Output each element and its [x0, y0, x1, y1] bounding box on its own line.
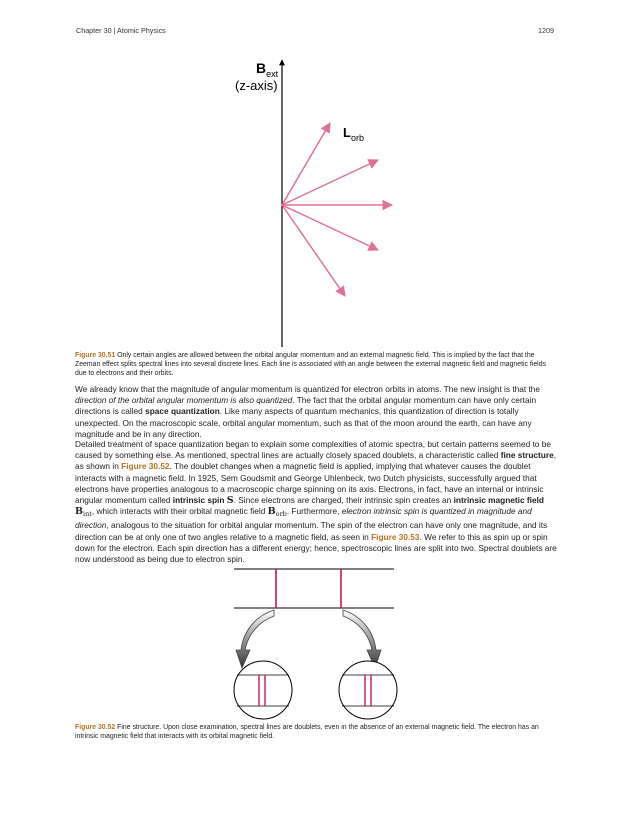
figure-30-51-diagram [0, 0, 630, 360]
curved-arrow-left [236, 610, 274, 668]
figure-30-52-link[interactable]: Figure 30.52 [121, 461, 170, 472]
orbital-vector-1 [282, 123, 330, 205]
b-ext-label: $B_{ext}$ [256, 60, 279, 79]
orbital-vector-2 [282, 160, 378, 205]
figure-30-53-link[interactable]: Figure 30.53 [371, 531, 420, 542]
l-orb-label: $L_{orb}$ [343, 125, 364, 143]
orbital-vector-5 [282, 205, 345, 296]
caption-label: Figure 30.51 [75, 352, 116, 359]
caption-label: Figure 30.52 [75, 724, 116, 731]
paragraph-fine-structure: Detailed treatment of space quantization began to explain some complexities of atomic spectra, but certain patterns seemed to be caused by something else. As mentioned, spectral lines are actually closely spaced doublets, a characteristic called fine structure, as shown in Figure 30.52. The doublet changes when a magnetic field is applied, implying that whatever causes the doublet interacts with a magnetic field. In 1925, Sem Goudsmit and George Uhlenbeck, two Dutch physicists, successfully argued that electrons have properties analogous to a macroscopic charge spinning on its axis. Electrons, in fact, have an internal or intrinsic angular momentum called intrinsic spin S. Since electrons are charged, their intrinsic spin creates an intrinsic magnetic field $B_{int}$, which interacts with their orbital magnetic field $B_{orb}$. Furthermore, electron intrinsic spin is quantized in magnitude and direction, analogous to the situation for orbital angular momentum. The spin of the electron can have only one magnitude, and its direction can be at only one of two angles relative to a magnetic field, as seen in Figure 30.53. We refer to this as spin up or spin down for the electron. Each spin direction has a different energy; hence, spectroscopic lines are split into two. Spectral doublets are now understood as being due to electron spin. [75, 439, 557, 565]
magnified-view-left [234, 661, 292, 719]
chapter-header: Chapter 30 | Atomic Physics [76, 26, 166, 35]
figure-30-51-caption [75, 351, 557, 378]
orbital-vector-4 [282, 205, 378, 250]
caption-text: Only certain angles are allowed between the orbital angular momentum and an external magnetic field. This is implied by the fact that the Zeeman effect splits spectral lines into several discrete lines. Each line is associated with an angle between the external magnetic field and magnetic fields due to electrons and their orbits. [75, 352, 546, 377]
magnified-view-right [339, 661, 397, 719]
figure-30-52-diagram [0, 560, 630, 720]
z-axis-label: (z-axis) [235, 78, 278, 93]
caption-text: Fine structure. Upon close examination, spectral lines are doublets, even in the absence of an external magnetic field. The electron has an intrinsic magnetic field that interacts with its orbital magnetic field. [75, 724, 539, 740]
curved-arrow-right [343, 610, 381, 668]
paragraph-space-quantization: We already know that the magnitude of angular momentum is quantized for electron orbits in atoms. The new insight is that the direction of the orbital angular momentum is also quantized. The fact that the orbital angular momentum can have only certain directions is called space quantization. Like many aspects of quantum mechanics, this quantization of direction is totally unexpected. On the macroscopic scale, orbital angular momentum, such as that of the moon around the earth, can have any magnitude and be in any direction. [75, 384, 541, 439]
symbol-s: S [226, 495, 234, 507]
symbol-b-int: B [75, 506, 84, 518]
figure-30-52-caption [75, 723, 557, 741]
page-number: 1209 [538, 26, 554, 35]
symbol-b-orb: B [267, 506, 276, 518]
